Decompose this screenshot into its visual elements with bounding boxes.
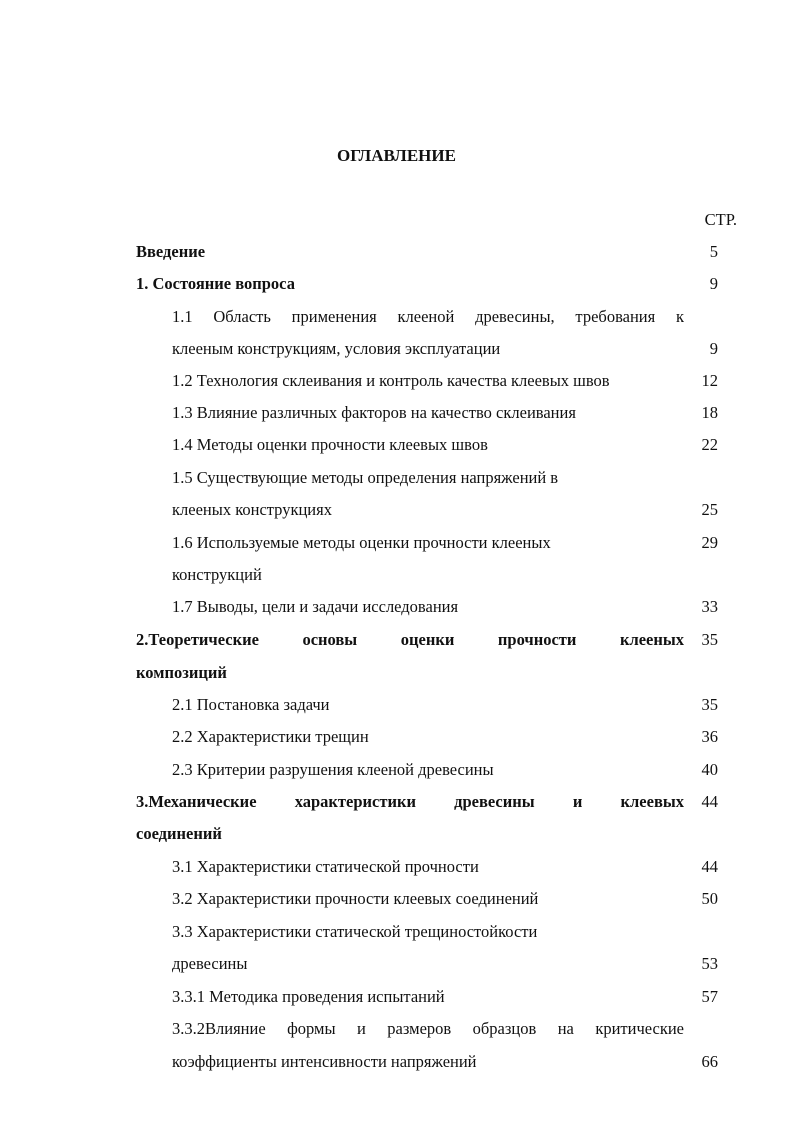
toc-entry-page: 53 (701, 954, 718, 973)
toc-entry-3-3-2 (136, 1017, 738, 1041)
toc-entry-page: 9 (709, 274, 718, 293)
toc-entry-chapter-1 (136, 272, 738, 296)
toc-entry-page: 9 (709, 339, 718, 358)
toc-entry-title: 1.2 Технология склеивания и контроль качества клеевых швов (172, 371, 610, 390)
toc-entry-title: 3.3.2Влияние формы и размеров образцов на критические (172, 1019, 684, 1038)
toc-entry-1-1 (136, 305, 738, 329)
toc-entry-page: 50 (701, 889, 718, 908)
toc-entry-3-3 (136, 920, 738, 944)
toc-entry-title: 1.3 Влияние различных факторов на качество склеивания (172, 403, 576, 422)
toc-entry-title: 3.Механические характеристики древесины и клеевых (136, 792, 684, 811)
toc-entry-3-2 (136, 887, 738, 911)
toc-entry-title-cont: клееных конструкциях (172, 500, 332, 519)
toc-entry-1-1-cont (136, 337, 738, 361)
toc-entry-2-3 (136, 758, 738, 782)
toc-entry-title: 2.2 Характеристики трещин (172, 727, 369, 746)
toc-entry-page: 44 (701, 792, 718, 811)
toc-entry-page: 22 (701, 435, 718, 454)
toc-entry-title: 3.1 Характеристики статической прочности (172, 857, 479, 876)
toc-entry-page: 5 (709, 242, 718, 261)
toc-entry-title: 1.7 Выводы, цели и задачи исследования (172, 597, 459, 616)
toc-entry-title: 3.3 Характеристики статической трещиностойкости (172, 922, 538, 941)
toc-entry-title: 1.1 Область применения клееной древесины, требования к (172, 307, 684, 326)
toc-entry-3-3-2-cont (136, 1050, 738, 1074)
toc-entry-page: 57 (701, 987, 718, 1006)
toc-entry-title-cont: коэффициенты интенсивности напряжений (172, 1052, 477, 1071)
toc-entry-title: 1.6 Используемые методы оценки прочности клееных (172, 533, 551, 552)
page-title: ОГЛАВЛЕНИЕ (337, 146, 456, 165)
toc-entry-title-cont: клееным конструкциям, условия эксплуатации (172, 339, 501, 358)
toc-entry-intro (136, 240, 738, 264)
toc-entry-3-3-cont (136, 952, 738, 976)
toc-entry-title: 2.3 Критерии разрушения клееной древесины (172, 760, 494, 779)
toc-entry-page: 66 (701, 1052, 718, 1071)
toc-entry-2-1 (136, 693, 738, 717)
toc-entry-page: 44 (701, 857, 718, 876)
toc-entry-chapter-3-cont (136, 822, 738, 846)
toc-entry-1-5 (136, 466, 738, 490)
toc-entry-page: 18 (701, 403, 718, 422)
toc-entry-title: 2.Теоретические основы оценки прочности клееных (136, 630, 684, 649)
toc-entry-title-cont: соединений (136, 824, 222, 843)
toc-entry-title-cont: конструкций (172, 565, 262, 584)
toc-entry-title: Введение (136, 242, 206, 261)
toc-entry-title: 1.4 Методы оценки прочности клеевых швов (172, 435, 488, 454)
toc-entry-1-6-cont (136, 563, 738, 587)
toc-entry-title-cont: композиций (136, 663, 227, 682)
toc-entry-chapter-2-cont (136, 661, 738, 685)
toc-entry-title: 2.1 Постановка задачи (172, 695, 330, 714)
toc-entry-page: 35 (701, 630, 718, 649)
toc-entry-chapter-2 (136, 628, 738, 652)
toc-entry-1-5-cont (136, 498, 738, 522)
toc-entry-2-2 (136, 725, 738, 749)
toc-entry-chapter-3 (136, 790, 738, 814)
toc-entry-page: 36 (701, 727, 718, 746)
toc-entry-page: 40 (701, 760, 718, 779)
toc-entry-1-7 (136, 595, 738, 619)
toc-entry-title: 3.2 Характеристики прочности клеевых соединений (172, 889, 539, 908)
toc-entry-title: 1. Состояние вопроса (136, 274, 295, 293)
toc-entry-3-3-1 (136, 985, 738, 1009)
toc-entry-page: 35 (701, 695, 718, 714)
toc-entry-title-cont: древесины (172, 954, 248, 973)
toc-entry-title: 1.5 Существующие методы определения напряжений в (172, 468, 559, 487)
page-column-label: СТР. (704, 210, 737, 229)
toc-entry-3-1 (136, 855, 738, 879)
toc-entry-1-6 (136, 531, 738, 555)
toc-entry-1-2 (136, 369, 738, 393)
toc-entry-1-3 (136, 401, 738, 425)
toc-entry-1-4 (136, 433, 738, 457)
toc-entry-page: 29 (701, 533, 718, 552)
toc-entry-title: 3.3.1 Методика проведения испытаний (172, 987, 445, 1006)
toc-entry-page: 33 (701, 597, 718, 616)
toc-entry-page: 25 (701, 500, 718, 519)
toc-entry-page: 12 (701, 371, 718, 390)
